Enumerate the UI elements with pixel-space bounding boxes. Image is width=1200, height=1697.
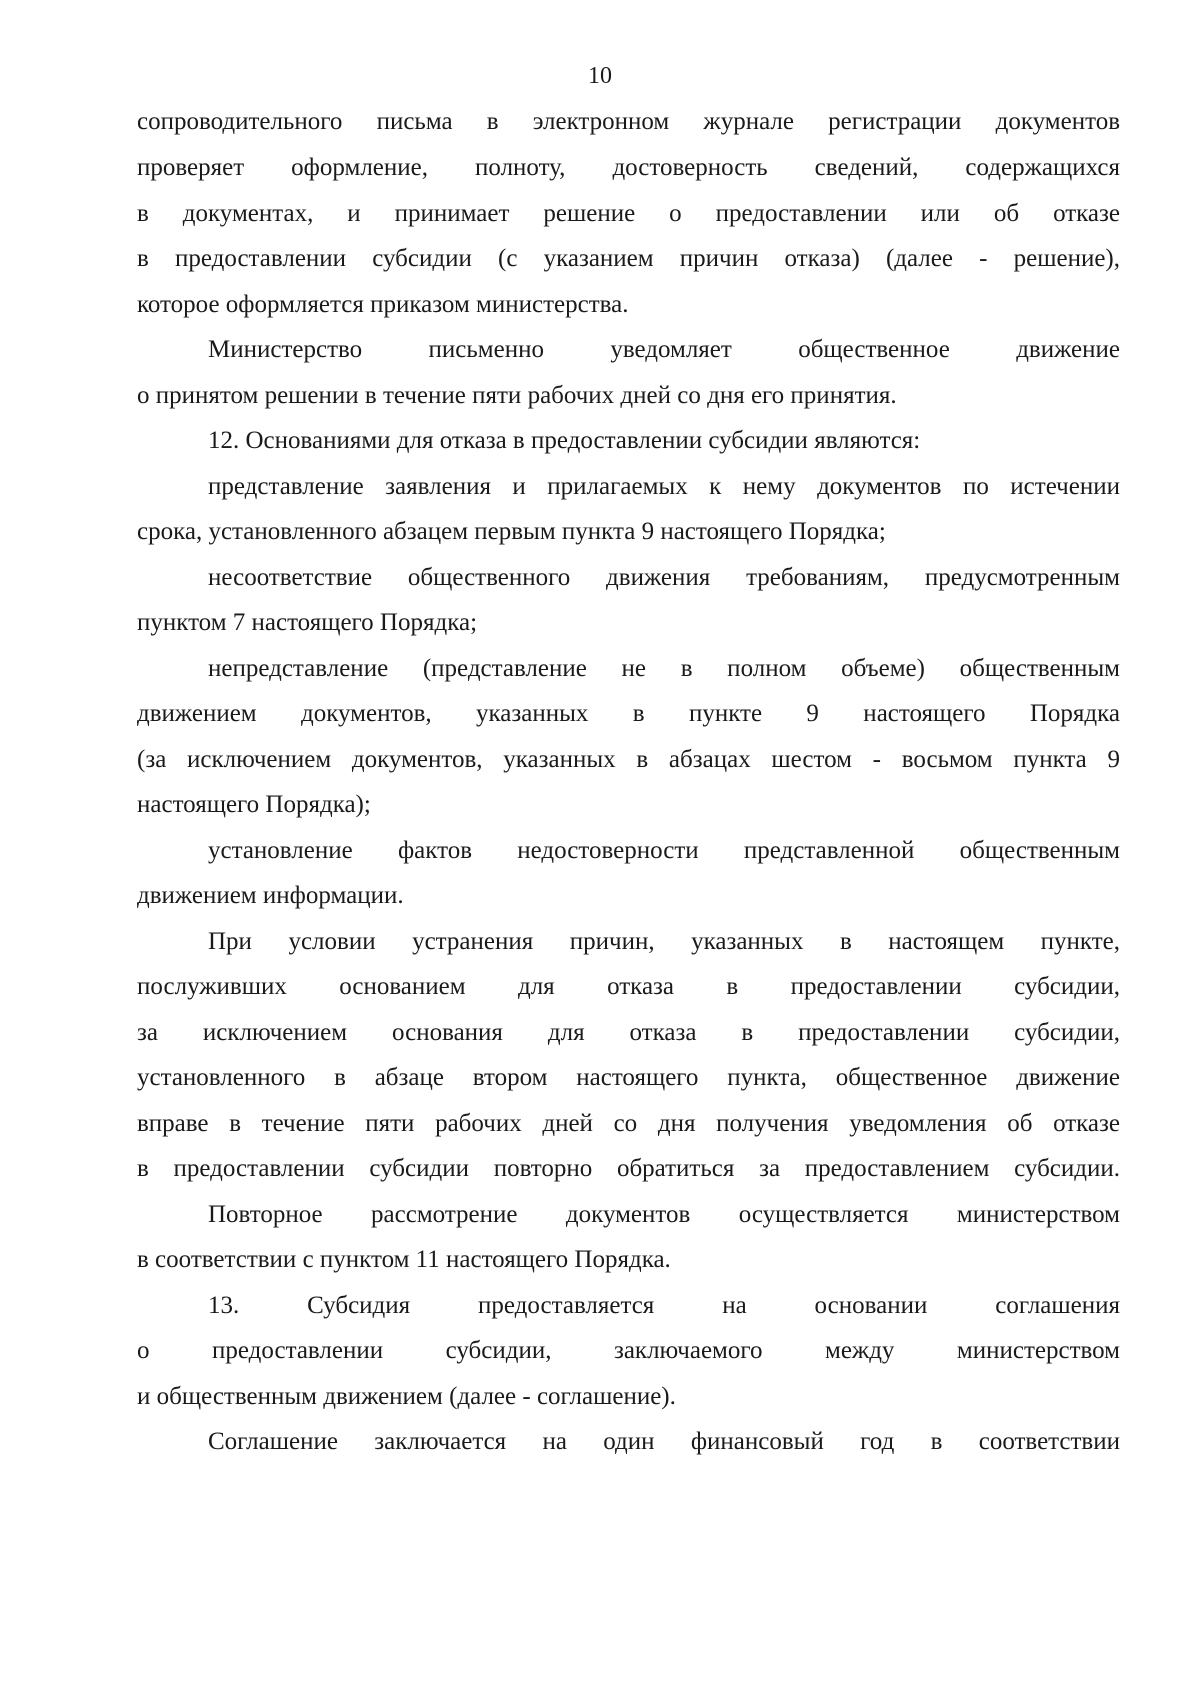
text-line: движением документов, указанных в пункте 9 настоящего Порядка <box>137 700 1120 727</box>
text-line: установленного в абзаце втором настоящего пункта, общественное движение <box>137 1064 1120 1091</box>
text-line: (за исключением документов, указанных в абзацах шестом - восьмом пункта 9 <box>137 746 1120 773</box>
text-line: настоящего Порядка); <box>137 791 371 818</box>
text-line: и общественным движением (далее - соглашение). <box>137 1383 676 1410</box>
text-line: представление заявления и прилагаемых к нему документов по истечении <box>208 473 1120 500</box>
text-line: проверяет оформление, полноту, достоверность сведений, содержащихся <box>137 154 1120 181</box>
text-line: срока, установленного абзацем первым пункта 9 настоящего Порядка; <box>137 518 886 545</box>
text-line: о принятом решении в течение пяти рабочих дней со дня его принятия. <box>137 382 897 409</box>
text-line: 12. Основаниями для отказа в предоставлении субсидии являются: <box>208 427 921 454</box>
text-line: в соответствии с пунктом 11 настоящего Порядка. <box>137 1246 671 1273</box>
text-line: о предоставлении субсидии, заключаемого между министерством <box>137 1337 1120 1364</box>
text-line: несоответствие общественного движения требованиям, предусмотренным <box>208 564 1120 591</box>
text-line: установление фактов недостоверности представленной общественным <box>208 837 1120 864</box>
text-line: Повторное рассмотрение документов осуществляется министерством <box>208 1201 1120 1228</box>
text-line: в предоставлении субсидии повторно обратиться за предоставлением субсидии. <box>137 1155 1120 1182</box>
page-number: 10 <box>588 63 612 89</box>
text-line: Министерство письменно уведомляет общественное движение <box>208 336 1120 363</box>
text-line: в документах, и принимает решение о предоставлении или об отказе <box>137 200 1120 227</box>
text-line: в предоставлении субсидии (с указанием причин отказа) (далее - решение), <box>137 245 1120 272</box>
text-line: вправе в течение пяти рабочих дней со дня получения уведомления об отказе <box>137 1110 1120 1137</box>
text-line: 13. Субсидия предоставляется на основании соглашения <box>208 1292 1120 1319</box>
text-line: Соглашение заключается на один финансовый год в соответствии <box>208 1428 1120 1455</box>
text-line: При условии устранения причин, указанных в настоящем пункте, <box>208 928 1120 955</box>
text-line: пунктом 7 настоящего Порядка; <box>137 609 478 636</box>
text-line: сопроводительного письма в электронном журнале регистрации документов <box>137 108 1120 135</box>
text-line: непредставление (представление не в полном объеме) общественным <box>208 655 1120 682</box>
text-line: которое оформляется приказом министерства. <box>137 291 629 318</box>
text-line: движением информации. <box>137 882 404 909</box>
text-line: послуживших основанием для отказа в предоставлении субсидии, <box>137 973 1120 1000</box>
text-line: за исключением основания для отказа в предоставлении субсидии, <box>137 1019 1120 1046</box>
